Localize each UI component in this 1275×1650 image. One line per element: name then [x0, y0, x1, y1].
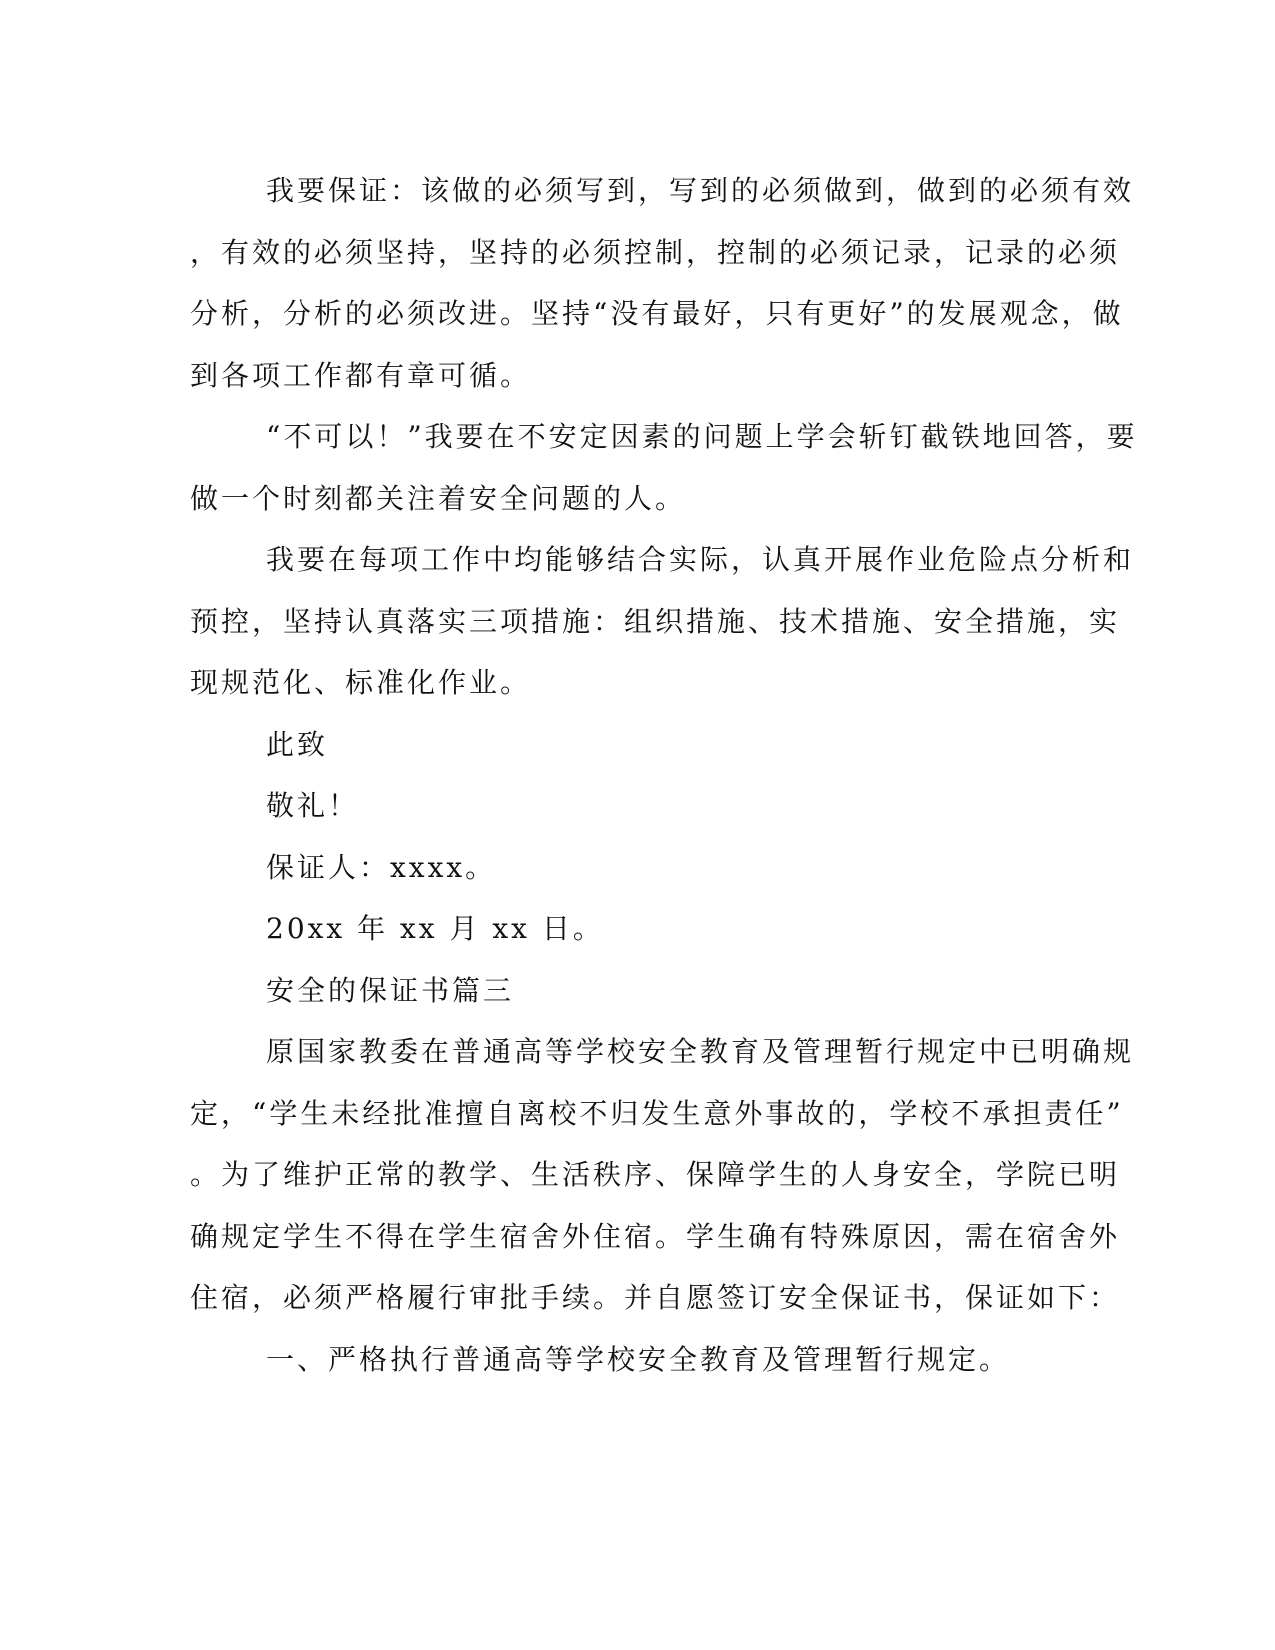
text-line: 到各项工作都有章可循。 — [190, 358, 532, 392]
text-line: 我要在每项工作中均能够结合实际，认真开展作业危险点分析和 — [266, 543, 1135, 576]
text-line: 敬礼！ — [266, 789, 360, 822]
text-line: 分析，分析的必须改进。坚持“没有最好，只有更好”的发展观念，做 — [190, 297, 1124, 330]
text-line: “不可以！”我要在不安定因素的问题上学会斩钉截铁地回答，要 — [266, 420, 1138, 453]
text-line: 。为了维护正常的教学、生活秩序、保障学生的人身安全，学院已明 — [190, 1158, 1121, 1191]
text-line: 一、严格执行普通高等学校安全教育及管理暂行规定。 — [266, 1342, 1011, 1376]
text-line: 20xx 年 xx 月 xx 日。 — [266, 912, 604, 945]
text-line: 确规定学生不得在学生宿舍外住宿。学生确有特殊原因，需在宿舍外 — [190, 1219, 1121, 1253]
text-line: 住宿，必须严格履行审批手续。并自愿签订安全保证书，保证如下： — [190, 1281, 1121, 1314]
text-line: 我要保证：该做的必须写到，写到的必须做到，做到的必须有效 — [266, 174, 1135, 207]
text-line: 原国家教委在普通高等学校安全教育及管理暂行规定中已明确规 — [266, 1035, 1135, 1068]
text-line: 定，“学生未经批准擅自离校不归发生意外事故的，学校不承担责任” — [190, 1096, 1124, 1130]
text-line: 做一个时刻都关注着安全问题的人。 — [190, 481, 687, 515]
document-body — [190, 160, 1138, 1390]
text-line: 现规范化、标准化作业。 — [190, 666, 532, 699]
text-line: 安全的保证书篇三 — [266, 973, 515, 1007]
text-line: 此致 — [266, 727, 329, 761]
text-line: ，有效的必须坚持，坚持的必须控制，控制的必须记录，记录的必须 — [190, 235, 1121, 269]
text-line: 预控，坚持认真落实三项措施：组织措施、技术措施、安全措施，实 — [190, 604, 1121, 638]
text-line: 保证人：xxxx。 — [266, 850, 497, 884]
